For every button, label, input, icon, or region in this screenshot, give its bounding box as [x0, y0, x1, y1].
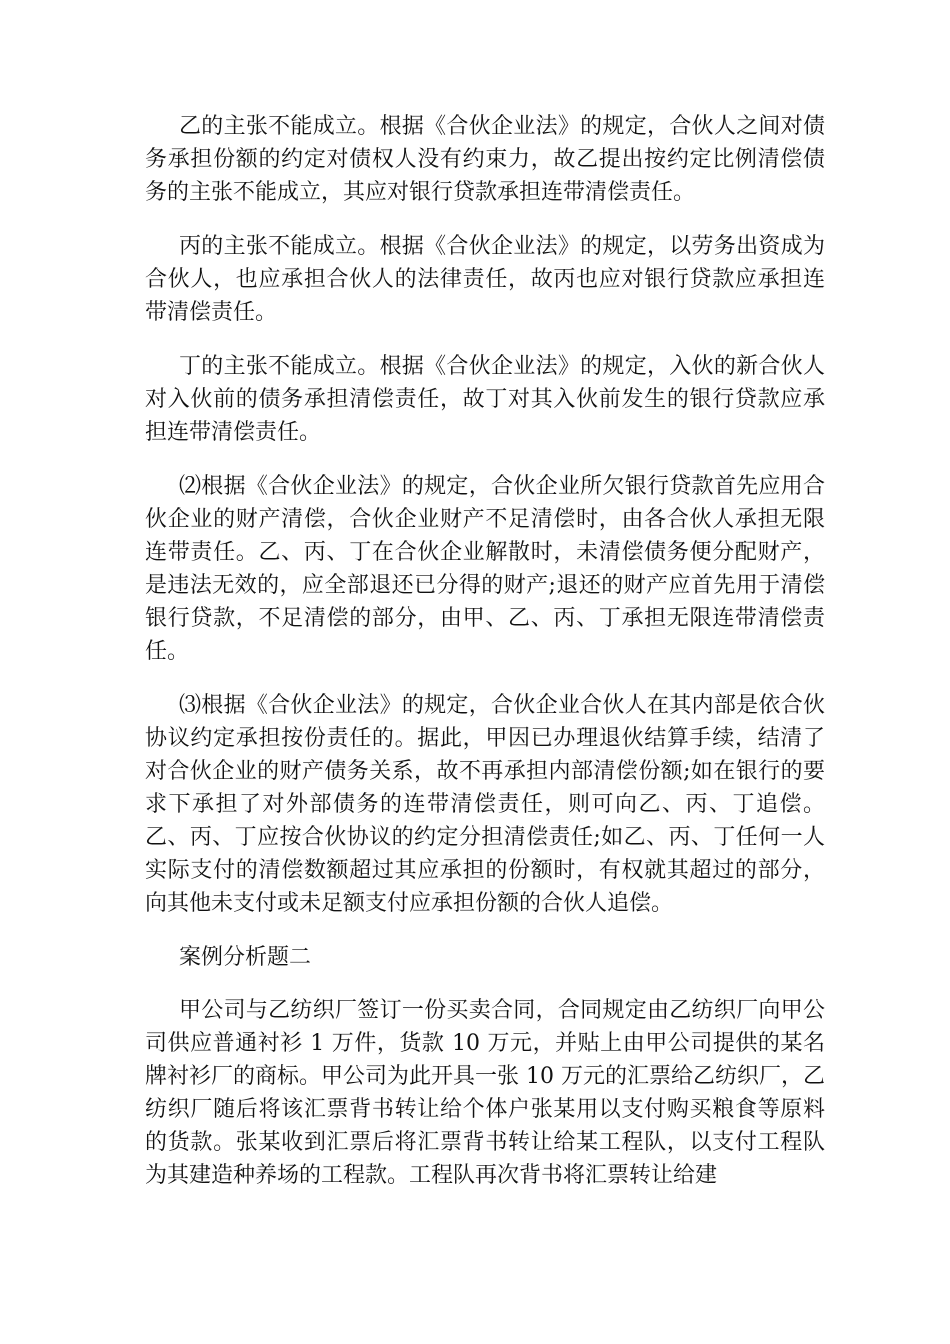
document-body [145, 110, 825, 1213]
paragraph-ding-claim: 丁的主张不能成立。根据《合伙企业法》的规定，入伙的新合伙人对入伙前的债务承担清偿责任，故丁对其入伙前发生的银行贷款应承担连带清偿责任。 [145, 354, 825, 445]
paragraph-yi-claim: 乙的主张不能成立。根据《合伙企业法》的规定，合伙人之间对债务承担份额的约定对债权人没有约束力，故乙提出按约定比例清偿债务的主张不能成立，其应对银行贷款承担连带清偿责任。 [145, 114, 825, 205]
section-heading: 案例分析题二 [179, 945, 312, 970]
paragraph-bing-claim: 丙的主张不能成立。根据《合伙企业法》的规定，以劳务出资成为合伙人，也应承担合伙人的法律责任，故丙也应对银行贷款应承担连带清偿责任。 [145, 234, 825, 325]
paragraph-case-two: 甲公司与乙纺织厂签订一份买卖合同，合同规定由乙纺织厂向甲公司供应普通衬衫 1 万件，货款 10 万元，并贴上由甲公司提供的某名牌衬衫厂的商标。甲公司为此开具一张 10 万元的汇票给乙纺织厂，乙纺织厂随后将该汇票背书转让给个体户张某用以支付购买粮食等原料的货款。张某收到汇票后将汇票背书转让给某工程队，以支付工程队为其建造种养场的工程款。工程队再次背书将汇票转让给建 [145, 998, 825, 1188]
paragraph-answer-2: ⑵根据《合伙企业法》的规定，合伙企业所欠银行贷款首先应用合伙企业的财产清偿，合伙企业财产不足清偿时，由各合伙人承担无限连带责任。乙、丙、丁在合伙企业解散时，未清偿债务便分配财产，是违法无效的，应全部退还已分得的财产;退还的财产应首先用于清偿银行贷款，不足清偿的部分，由甲、乙、丙、丁承担无限连带清偿责任。 [145, 474, 825, 664]
paragraph-answer-3: ⑶根据《合伙企业法》的规定，合伙企业合伙人在其内部是依合伙协议约定承担按份责任的。据此，甲因已办理退伙结算手续，结清了对合伙企业的财产债务关系，故不再承担内部清偿份额;如在银行的要求下承担了对外部债务的连带清偿责任，则可向乙、丙、丁追偿。乙、丙、丁应按合伙协议的约定分担清偿责任;如乙、丙、丁任何一人实际支付的清偿数额超过其应承担的份额时，有权就其超过的部分，向其他未支付或未足额支付应承担份额的合伙人追偿。 [145, 693, 825, 916]
